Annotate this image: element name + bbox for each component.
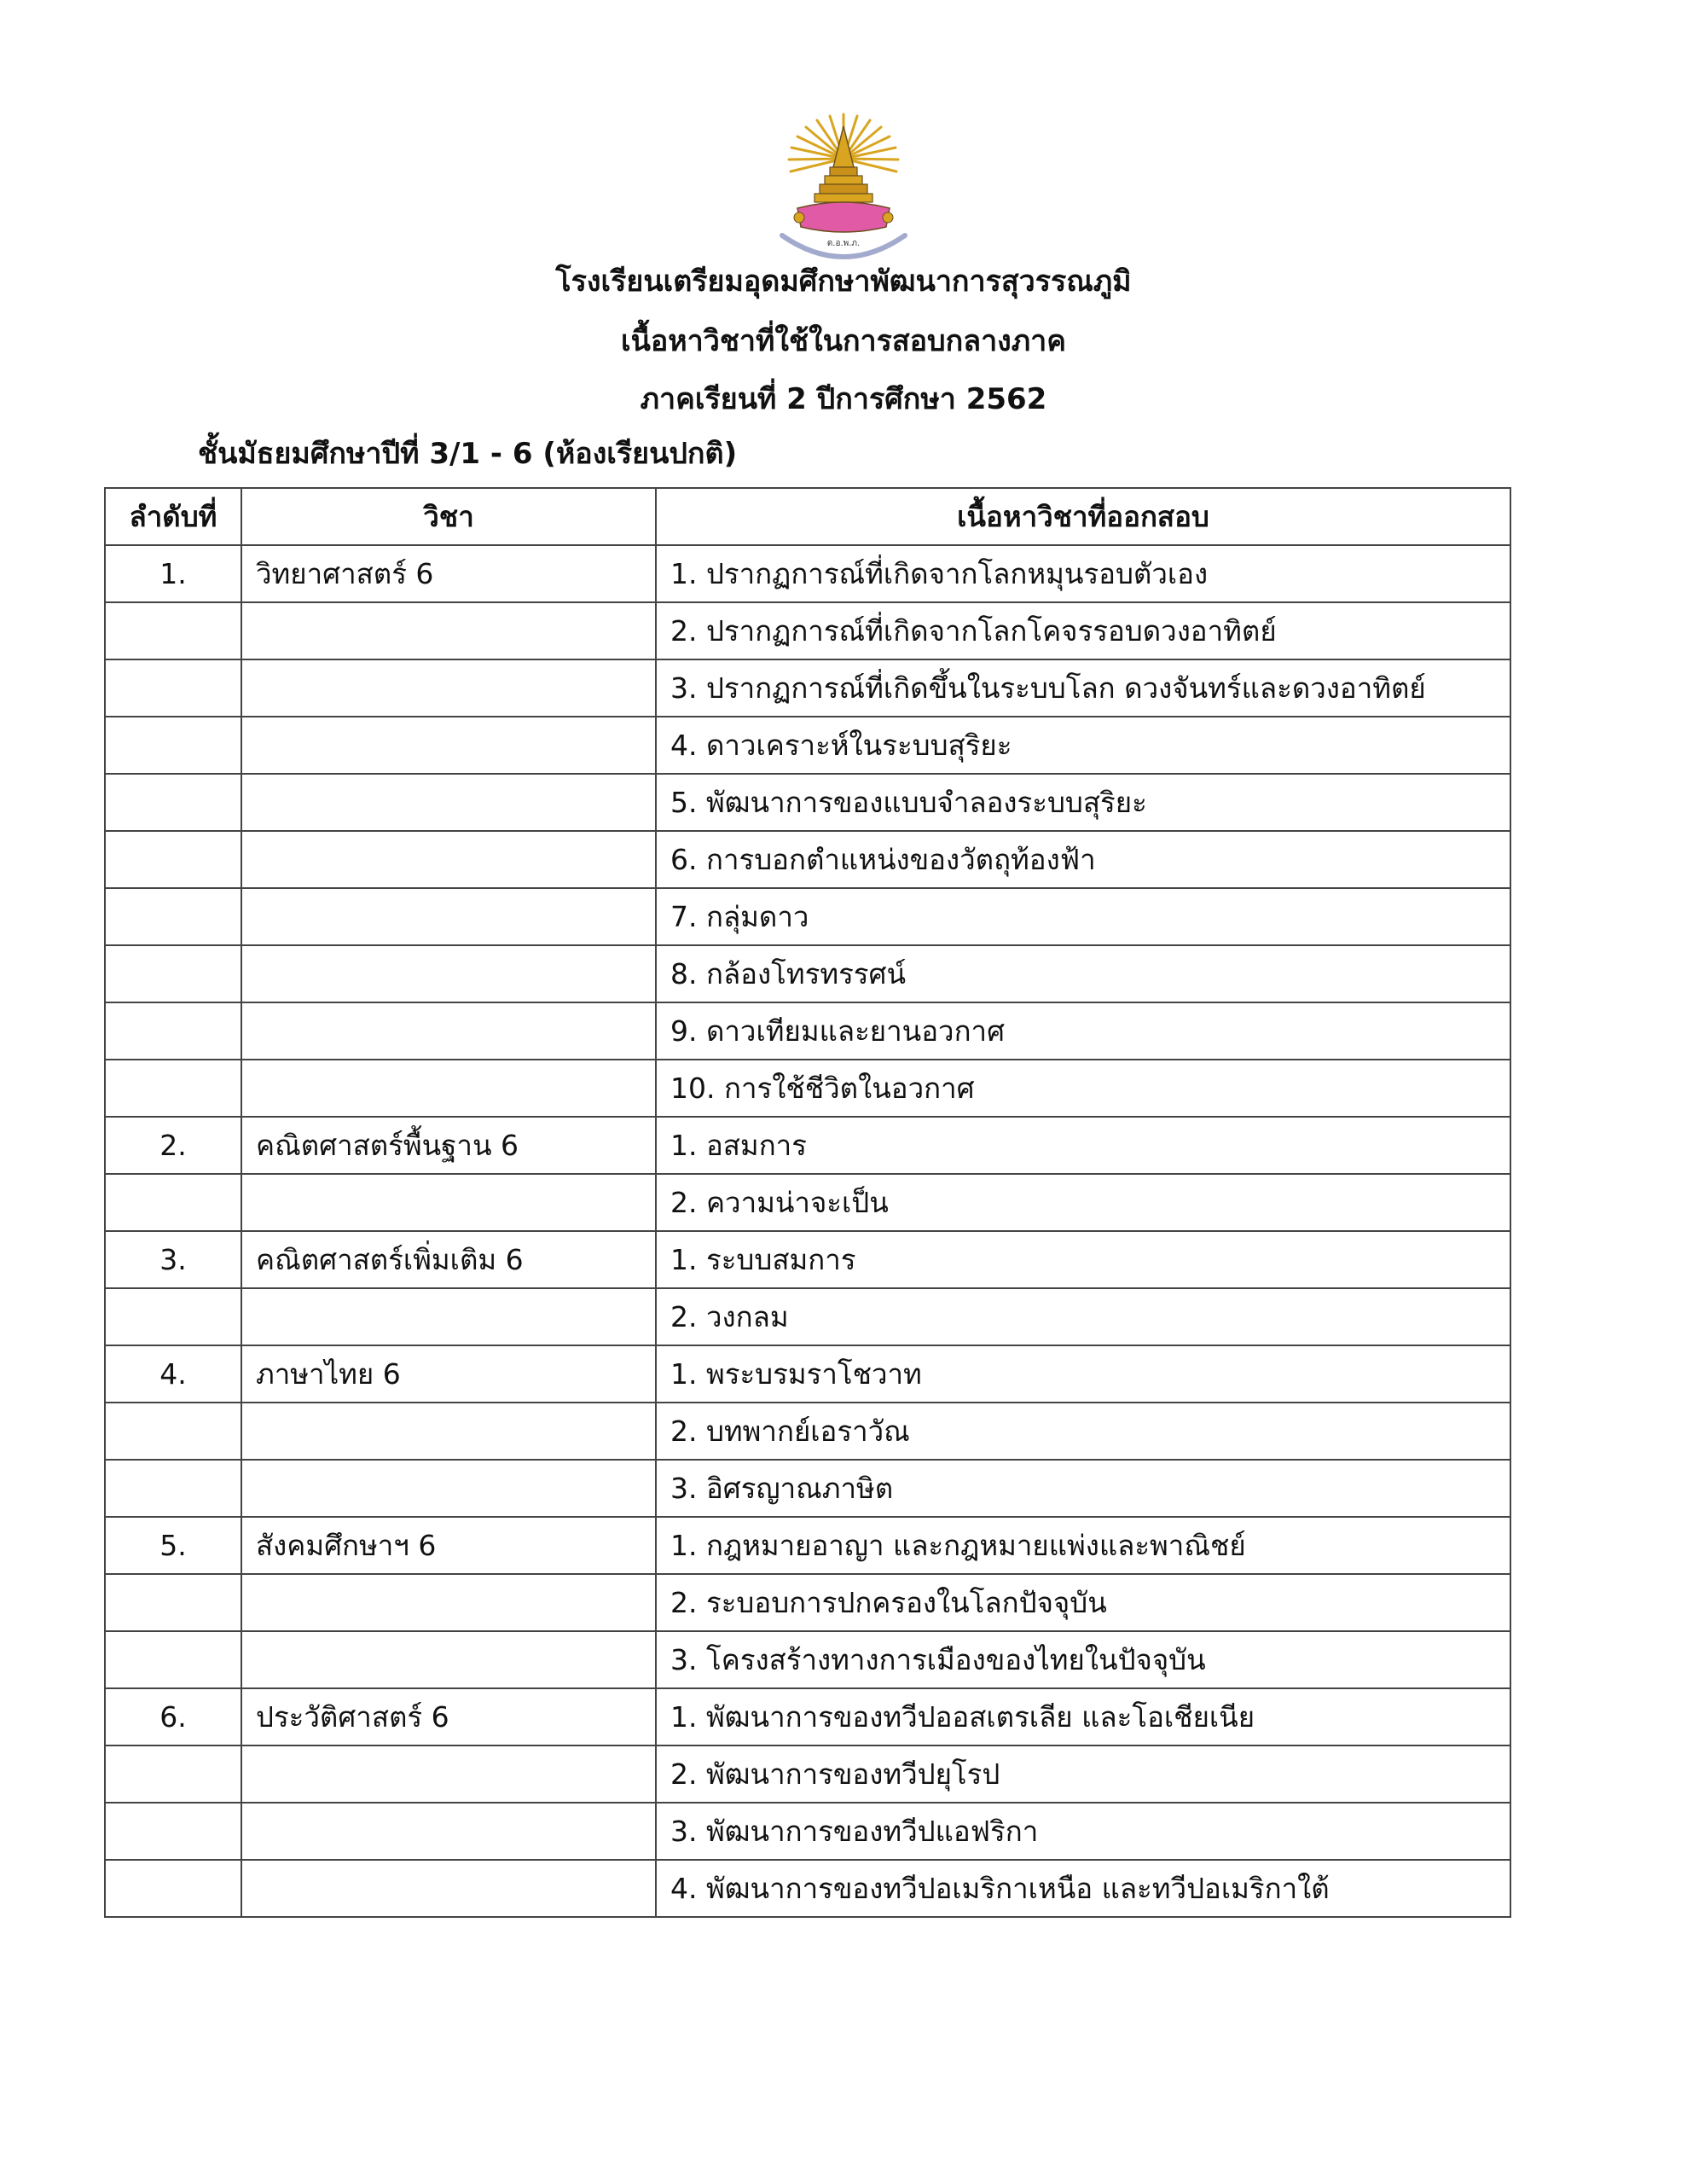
row-subject: ภาษาไทย 6 — [241, 1345, 656, 1403]
row-number: 2. — [105, 1117, 241, 1174]
row-topic: 2. ความน่าจะเป็น — [656, 1174, 1510, 1231]
table-header-row — [105, 488, 1510, 545]
row-subject — [241, 1288, 656, 1345]
row-number — [105, 1060, 241, 1117]
row-subject — [241, 1060, 656, 1117]
emblem-tier — [830, 167, 857, 176]
row-topic: 6. การบอกตำแหน่งของวัตถุท้องฟ้า — [656, 831, 1510, 888]
table-row — [105, 1517, 1510, 1574]
row-subject: สังคมศึกษาฯ 6 — [241, 1517, 656, 1574]
row-subject — [241, 945, 656, 1002]
table-row — [105, 1117, 1510, 1174]
row-topic: 3. ปรากฏการณ์ที่เกิดขึ้นในระบบโลก ดวงจันทร์และดวงอาทิตย์ — [656, 659, 1510, 717]
row-topic: 10. การใช้ชีวิตในอวกาศ — [656, 1060, 1510, 1117]
table-body — [105, 545, 1510, 1917]
row-topic: 3. พัฒนาการของทวีปแอฟริกา — [656, 1803, 1510, 1860]
row-topic: 2. วงกลม — [656, 1288, 1510, 1345]
row-topic: 8. กล้องโทรทรรศน์ — [656, 945, 1510, 1002]
row-subject — [241, 602, 656, 659]
exam-topics-table — [104, 487, 1511, 1918]
row-number — [105, 1002, 241, 1060]
row-topic: 7. กลุ่มดาว — [656, 888, 1510, 945]
table-row — [105, 1231, 1510, 1288]
table-row — [105, 831, 1510, 888]
row-subject: ประวัติศาสตร์ 6 — [241, 1688, 656, 1745]
row-topic: 5. พัฒนาการของแบบจำลองระบบสุริยะ — [656, 774, 1510, 831]
table-row — [105, 888, 1510, 945]
semester-line: ภาคเรียนที่ 2 ปีการศึกษา 2562 — [640, 382, 1047, 416]
row-number: 3. — [105, 1231, 241, 1288]
table-row — [105, 1745, 1510, 1803]
row-topic: 4. พัฒนาการของทวีปอเมริกาเหนือ และทวีปอเมริกาใต้ — [656, 1860, 1510, 1917]
row-subject — [241, 1631, 656, 1688]
row-number — [105, 774, 241, 831]
row-subject — [241, 774, 656, 831]
table-row — [105, 1002, 1510, 1060]
header-topics: เนื้อหาวิชาที่ออกสอบ — [656, 488, 1510, 545]
row-number — [105, 1174, 241, 1231]
table-row — [105, 545, 1510, 602]
row-number — [105, 945, 241, 1002]
table-row — [105, 717, 1510, 774]
row-subject — [241, 888, 656, 945]
table-row — [105, 1803, 1510, 1860]
table-row — [105, 602, 1510, 659]
row-number — [105, 888, 241, 945]
table-row — [105, 1688, 1510, 1745]
table-row — [105, 1403, 1510, 1460]
table-row — [105, 1574, 1510, 1631]
row-subject — [241, 659, 656, 717]
row-number — [105, 717, 241, 774]
table-row — [105, 659, 1510, 717]
school-name: โรงเรียนเตรียมอุดมศึกษาพัฒนาการสุวรรณภูมิ — [555, 264, 1132, 299]
row-number: 6. — [105, 1688, 241, 1745]
table-row — [105, 774, 1510, 831]
row-number — [105, 1803, 241, 1860]
header-subject: วิชา — [241, 488, 656, 545]
table-row — [105, 1631, 1510, 1688]
row-topic: 3. อิศรญาณภาษิต — [656, 1460, 1510, 1517]
row-number — [105, 1745, 241, 1803]
row-subject — [241, 1403, 656, 1460]
row-number: 4. — [105, 1345, 241, 1403]
row-number — [105, 602, 241, 659]
row-topic: 9. ดาวเทียมและยานอวกาศ — [656, 1002, 1510, 1060]
row-subject: วิทยาศาสตร์ 6 — [241, 545, 656, 602]
row-number: 1. — [105, 545, 241, 602]
table-row — [105, 1460, 1510, 1517]
row-topic: 1. พระบรมราโชวาท — [656, 1345, 1510, 1403]
row-topic: 1. พัฒนาการของทวีปออสเตรเลีย และโอเชียเนีย — [656, 1688, 1510, 1745]
row-subject — [241, 1745, 656, 1803]
class-level: ชั้นมัธยมศึกษาปีที่ 3/1 - 6 (ห้องเรียนปกติ) — [198, 437, 738, 471]
row-subject — [241, 1574, 656, 1631]
row-number — [105, 1574, 241, 1631]
row-subject: คณิตศาสตร์พื้นฐาน 6 — [241, 1117, 656, 1174]
table-row — [105, 1060, 1510, 1117]
row-topic: 2. พัฒนาการของทวีปยุโรป — [656, 1745, 1510, 1803]
row-subject — [241, 1460, 656, 1517]
table-row — [105, 1860, 1510, 1917]
row-topic: 1. ปรากฏการณ์ที่เกิดจากโลกหมุนรอบตัวเอง — [656, 545, 1510, 602]
row-topic: 2. บทพากย์เอราวัณ — [656, 1403, 1510, 1460]
row-topic: 3. โครงสร้างทางการเมืองของไทยในปัจจุบัน — [656, 1631, 1510, 1688]
row-subject: คณิตศาสตร์เพิ่มเติม 6 — [241, 1231, 656, 1288]
school-emblem-logo — [758, 107, 929, 278]
row-subject — [241, 831, 656, 888]
emblem-cushion — [797, 202, 890, 232]
row-topic: 2. ระบอบการปกครองในโลกปัจจุบัน — [656, 1574, 1510, 1631]
table-row — [105, 1174, 1510, 1231]
row-number — [105, 659, 241, 717]
row-number: 5. — [105, 1517, 241, 1574]
row-topic: 2. ปรากฏการณ์ที่เกิดจากโลกโคจรรอบดวงอาทิตย์ — [656, 602, 1510, 659]
table-row — [105, 945, 1510, 1002]
document-title: เนื้อหาวิชาที่ใช้ในการสอบกลางภาค — [620, 324, 1067, 358]
emblem-initials: ต.อ.พ.ภ. — [826, 239, 861, 248]
row-subject — [241, 1174, 656, 1231]
row-number — [105, 1403, 241, 1460]
row-topic: 4. ดาวเคราะห์ในระบบสุริยะ — [656, 717, 1510, 774]
row-topic: 1. ระบบสมการ — [656, 1231, 1510, 1288]
row-subject — [241, 1803, 656, 1860]
row-number — [105, 831, 241, 888]
row-topic: 1. อสมการ — [656, 1117, 1510, 1174]
header-order: ลำดับที่ — [105, 488, 241, 545]
row-number — [105, 1288, 241, 1345]
row-subject — [241, 1860, 656, 1917]
row-topic: 1. กฎหมายอาญา และกฎหมายแพ่งและพาณิชย์ — [656, 1517, 1510, 1574]
row-number — [105, 1631, 241, 1688]
table-row — [105, 1345, 1510, 1403]
table-row — [105, 1288, 1510, 1345]
row-number — [105, 1460, 241, 1517]
row-subject — [241, 717, 656, 774]
row-number — [105, 1860, 241, 1917]
row-subject — [241, 1002, 656, 1060]
